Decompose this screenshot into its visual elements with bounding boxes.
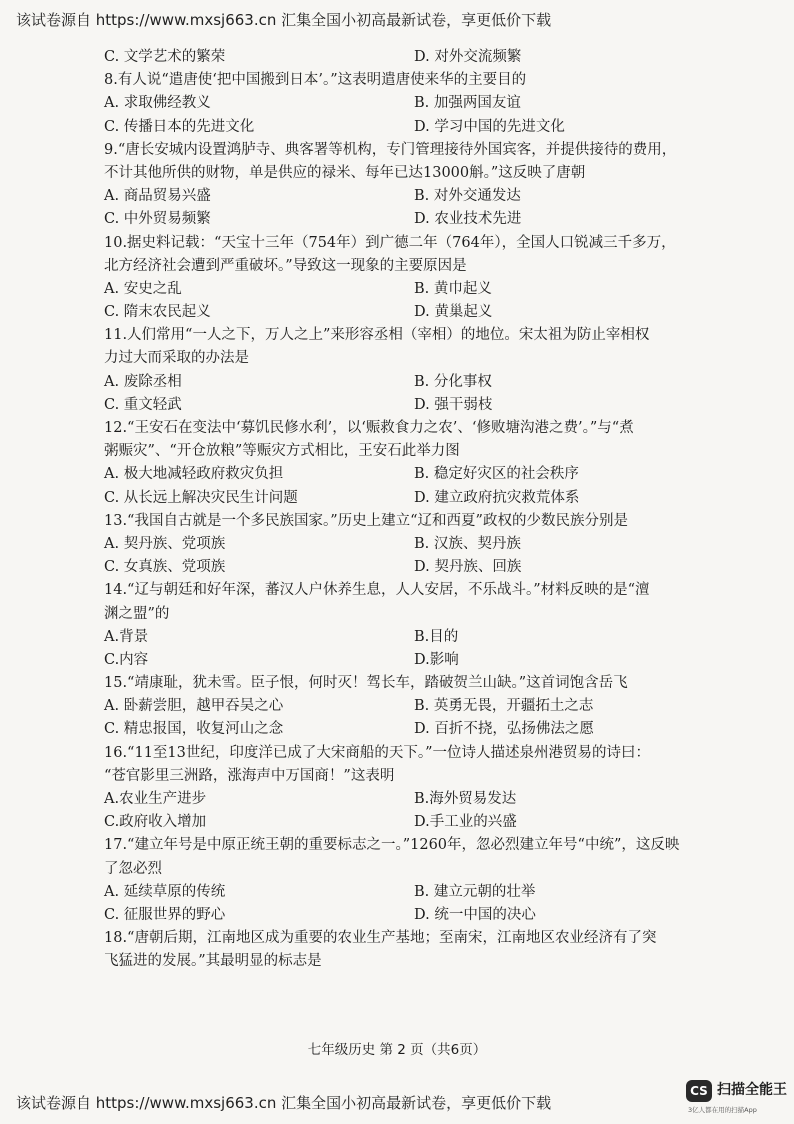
q8-stem: 8.有人说“遣唐使‘把中国搬到日本’。”这表明遣唐使来华的主要目的: [104, 72, 527, 89]
q8-options-ab: [104, 92, 724, 115]
q11-option-a: A. 废除丞相: [104, 373, 182, 390]
q13-options-ab: [104, 533, 724, 556]
q12-option-a: A. 极大地减轻政府救灾负担: [104, 466, 284, 483]
q9-option-c: C. 中外贸易频繁: [104, 211, 211, 228]
q9-option-d: D. 农业技术先进: [414, 211, 522, 228]
logo-name: 扫描全能王: [717, 1082, 787, 1098]
q17-stem-line2: 了忽必烈: [104, 860, 162, 877]
q14-option-b: B.目的: [414, 628, 459, 645]
q8-option-c: C. 传播日本的先进文化: [104, 118, 255, 135]
q18-stem-line1: 18.“唐朝后期，江南地区成为重要的农业生产基地；至南宋，江南地区农业经济有了突: [104, 930, 657, 947]
q14-options-ab: [104, 626, 724, 649]
q17-option-d: D. 统一中国的决心: [414, 906, 536, 923]
q12-option-d: D. 建立政府抗灾救荒体系: [414, 489, 580, 506]
q8-option-b: B. 加强两国友谊: [414, 95, 521, 112]
q10-stem-line2: 北方经济社会遭到严重破坏。”导致这一现象的主要原因是: [104, 257, 467, 274]
q14-option-a: A.背景: [104, 628, 149, 645]
q13-option-b: B. 汉族、契丹族: [414, 535, 521, 552]
cs-logo-icon: CS: [686, 1080, 712, 1102]
q17-option-a: A. 延续草原的传统: [104, 883, 226, 900]
q14-stem-line1: 14.“辽与朝廷和好年深，蕃汉人户休养生息，人人安居，不乐战斗。”材料反映的是“澶: [104, 582, 650, 599]
q10-option-b: B. 黄巾起义: [414, 280, 492, 297]
source-banner-bottom: 该试卷源自 https://www.mxsj663.cn 汇集全国小初高最新试卷，享更低价下载: [16, 1094, 552, 1112]
q11-options-cd: [104, 394, 724, 417]
q14-option-d: D.影响: [414, 651, 459, 668]
q17-option-c: C. 征服世界的野心: [104, 906, 226, 923]
scanner-app-logo: [686, 1078, 786, 1116]
q15-option-a: A. 卧薪尝胆，越甲吞吴之心: [104, 698, 284, 715]
q16-options-cd: [104, 811, 724, 834]
logo-tagline: 3亿人都在用的扫描App: [688, 1106, 757, 1114]
q10-option-d: D. 黄巢起义: [414, 304, 493, 321]
q14-stem-line2: 渊之盟”的: [104, 605, 170, 622]
q12-stem-line2: 粥赈灾”、“开仓放粮”等赈灾方式相比，王安石此举力图: [104, 443, 460, 460]
q10-options-ab: [104, 278, 724, 301]
q16-options-ab: [104, 788, 724, 811]
q11-option-d: D. 强干弱枝: [414, 396, 493, 413]
q16-option-a: A.农业生产进步: [104, 791, 207, 807]
q13-options-cd: [104, 556, 724, 579]
question-list: [104, 46, 724, 974]
page-number: 七年级历史 第 2 页（共6页）: [307, 1042, 487, 1058]
q11-options-ab: [104, 371, 724, 394]
q8-option-d: D. 学习中国的先进文化: [414, 118, 565, 135]
q9-options-cd: [104, 208, 724, 231]
q13-option-d: D. 契丹族、回族: [414, 559, 522, 576]
q16-stem-line1: 16.“11至13世纪，印度洋已成了大宋商船的天下。”一位诗人描述泉州港贸易的诗曰：: [104, 744, 651, 761]
q17-options-cd: [104, 904, 724, 927]
q11-stem-line2: 力过大而采取的办法是: [104, 350, 249, 367]
q10-options-cd: [104, 301, 724, 324]
q15-option-d: D. 百折不挠，弘扬佛法之愿: [414, 721, 594, 738]
q13-stem: 13.“我国自古就是一个多民族国家。”历史上建立“辽和西夏”政权的少数民族分别是: [104, 512, 628, 529]
q15-options-cd: [104, 718, 724, 741]
q9-options-ab: [104, 185, 724, 208]
q17-option-b: B. 建立元朝的壮举: [414, 883, 536, 900]
q14-option-c: C.内容: [104, 651, 149, 668]
q7-option-d: D. 对外交流频繁: [414, 49, 522, 65]
q15-option-c: C. 精忠报国，收复河山之念: [104, 721, 284, 738]
q15-stem: 15.“靖康耻，犹未雪。臣子恨，何时灭！驾长车，踏破贺兰山缺。”这首词饱含岳飞: [104, 675, 628, 692]
q11-option-b: B. 分化事权: [414, 373, 492, 390]
q15-option-b: B. 英勇无畏，开疆拓土之志: [414, 698, 594, 715]
q13-option-a: A. 契丹族、党项族: [104, 535, 226, 552]
q15-options-ab: [104, 695, 724, 718]
q7-options-cd: [104, 46, 724, 69]
q12-stem-line1: 12.“王安石在变法中‘募饥民修水利’，以‘赈救食力之农’、‘修败塘沟港之费’。”与“煮: [104, 420, 634, 436]
q18-stem-line2: 飞猛进的发展。”其最明显的标志是: [104, 953, 322, 970]
q12-option-c: C. 从长远上解决灾民生计问题: [104, 489, 298, 506]
q16-option-c: C.政府收入增加: [104, 814, 207, 831]
q16-option-b: B.海外贸易发达: [414, 791, 517, 807]
q14-options-cd: [104, 649, 724, 672]
q9-stem-line2: 不计其他所供的财物，单是供应的禄米、每年已达13000斛。”这反映了唐朝: [104, 164, 586, 181]
q9-stem-line1: 9.“唐长安城内设置鸿胪寺、典客署等机构，专门管理接待外国宾客，并提供接待的费用，: [104, 141, 677, 158]
q16-option-d: D.手工业的兴盛: [414, 814, 517, 831]
q9-option-b: B. 对外交通发达: [414, 188, 521, 205]
q10-option-c: C. 隋末农民起义: [104, 304, 211, 321]
q11-stem-line1: 11.人们常用“一人之下，万人之上”来形容丞相（宰相）的地位。宋太祖为防止宰相权: [104, 327, 650, 344]
q13-option-c: C. 女真族、党项族: [104, 559, 226, 576]
q10-stem-line1: 10.据史料记载：“天宝十三年（754年）到广德二年（764年），全国人口锐减三千多万，: [104, 234, 676, 251]
q11-option-c: C. 重文轻武: [104, 396, 182, 413]
q8-option-a: A. 求取佛经教义: [104, 95, 211, 112]
q12-options-ab: [104, 463, 724, 486]
q7-option-c: C. 文学艺术的繁荣: [104, 49, 226, 65]
q10-option-a: A. 安史之乱: [104, 280, 182, 297]
q17-options-ab: [104, 881, 724, 904]
q17-stem-line1: 17.“建立年号是中原正统王朝的重要标志之一。”1260年，忽必烈建立年号“中统”，这反映: [104, 837, 680, 854]
q12-options-cd: [104, 487, 724, 510]
q16-stem-line2: “苍官影里三洲路，涨海声中万国商！”这表明: [104, 767, 395, 784]
q12-option-b: B. 稳定好灾区的社会秩序: [414, 466, 579, 483]
q8-options-cd: [104, 116, 724, 139]
source-banner-top: 该试卷源自 https://www.mxsj663.cn 汇集全国小初高最新试卷，享更低价下载: [16, 11, 552, 29]
q9-option-a: A. 商品贸易兴盛: [104, 188, 211, 205]
